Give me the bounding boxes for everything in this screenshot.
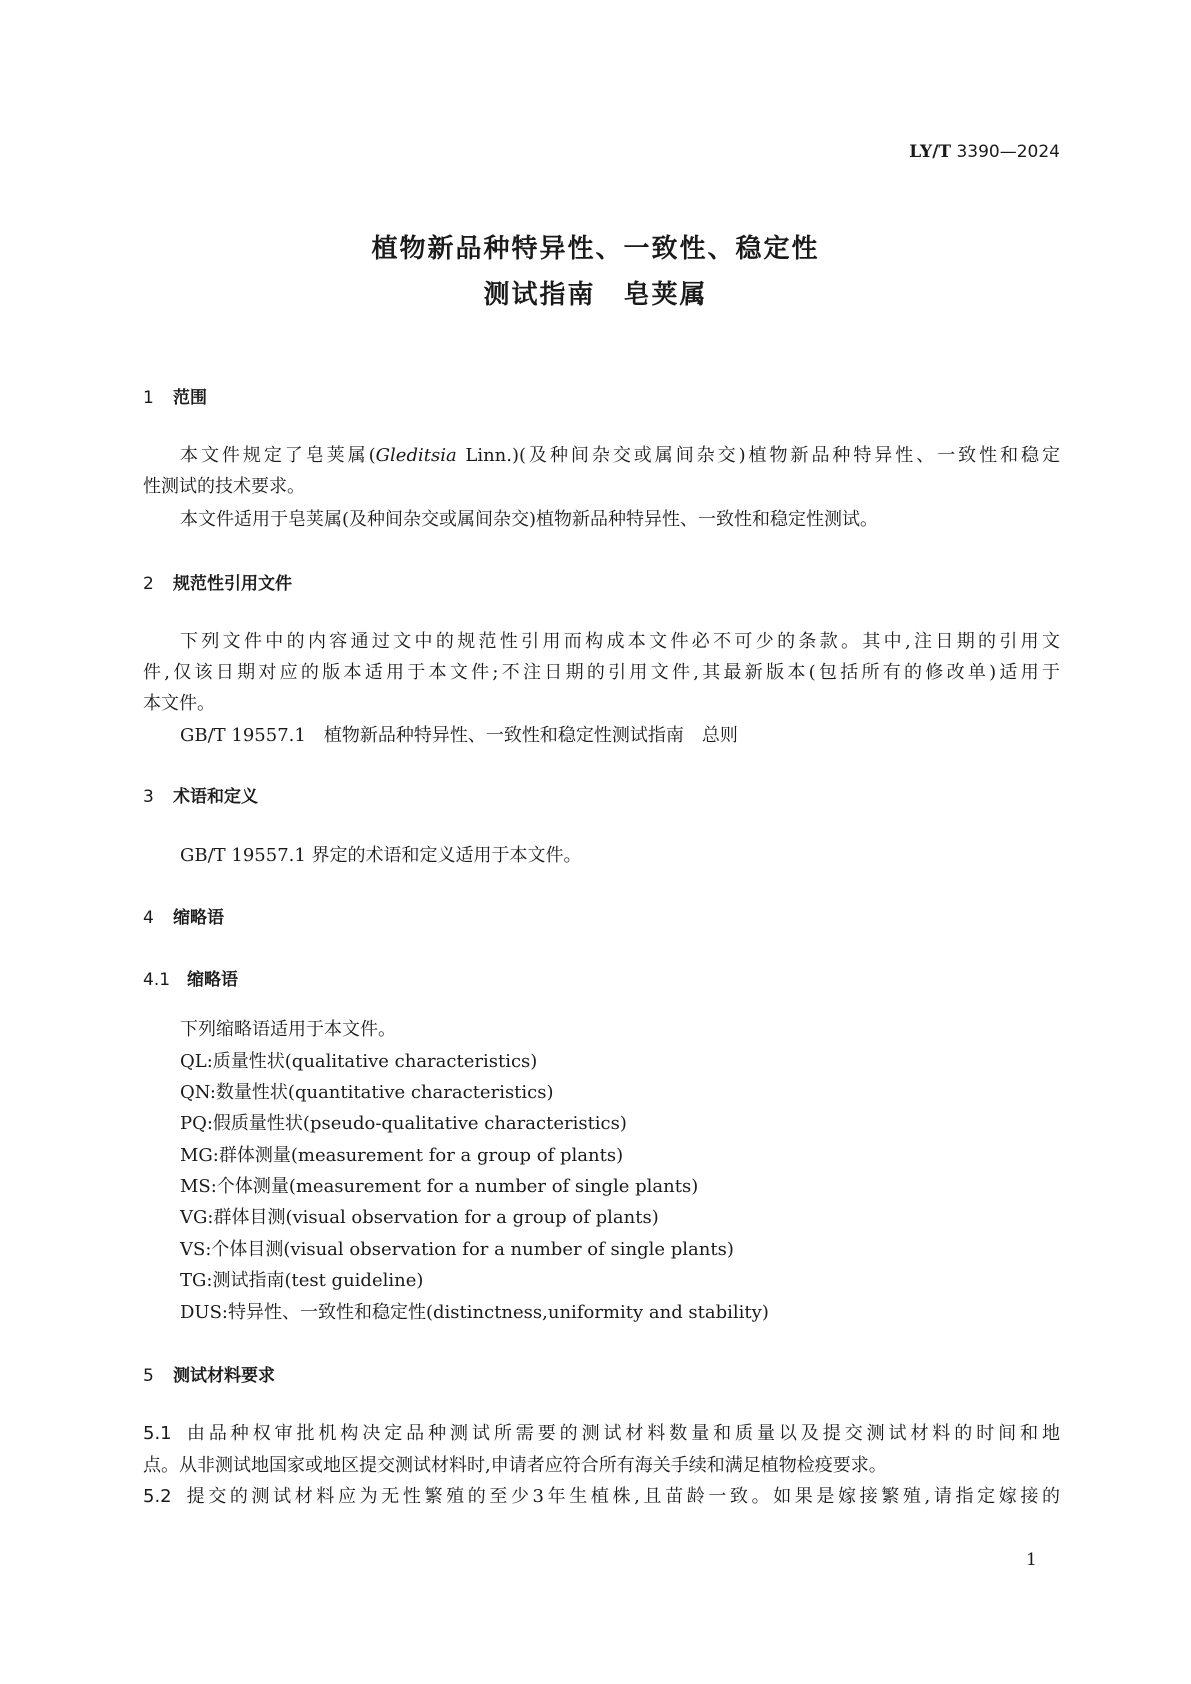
clause-5-1: 5.1 由品种权审批机构决定品种测试所需要的测试材料数量和质量以及提交测试材料的时间和地 (143, 1423, 1060, 1444)
abbrev-item: MS:个体测量(measurement for a number of single plants) (180, 1176, 699, 1197)
scope-paragraph-1: 本文件规定了皂荚属(Gleditsia Linn.)(及种间杂交或属间杂交)植物新品种特异性、一致性和稳定 (180, 445, 1060, 466)
document-title-line1: 植物新品种特异性、一致性、稳定性 (371, 234, 820, 264)
scope-paragraph-1-cont: 性测试的技术要求。 (143, 476, 305, 497)
section-5-heading: 5 测试材料要求 (143, 1366, 275, 1386)
scope-paragraph-2: 本文件适用于皂荚属(及种间杂交或属间杂交)植物新品种特异性、一致性和稳定性测试。 (180, 509, 879, 530)
page-number: 1 (1026, 1550, 1037, 1570)
abbrev-item: QL:质量性状(qualitative characteristics) (180, 1051, 538, 1072)
clause-5-1-cont: 点。从非测试地国家或地区提交测试材料时,申请者应符合所有海关手续和满足植物检疫要求。 (143, 1455, 887, 1476)
reference-item: GB/T 19557.1 植物新品种特异性、一致性和稳定性测试指南 总则 (180, 725, 738, 746)
normative-ref-paragraph-end: 本文件。 (143, 693, 215, 714)
abbrev-item: MG:群体测量(measurement for a group of plants) (180, 1145, 624, 1166)
section-1-heading: 1 范围 (143, 388, 207, 408)
abbrev-item: VS:个体目测(visual observation for a number of single plants) (180, 1239, 734, 1260)
abbrev-item: DUS:特异性、一致性和稳定性(distinctness,uniformity and stability) (180, 1302, 769, 1323)
normative-ref-paragraph-cont: 件,仅该日期对应的版本适用于本文件;不注日期的引用文件,其最新版本(包括所有的修改单)适用于 (143, 662, 1060, 683)
section-2-heading: 2 规范性引用文件 (143, 574, 292, 594)
terms-paragraph: GB/T 19557.1 界定的术语和定义适用于本文件。 (180, 845, 582, 866)
clause-5-2: 5.2 提交的测试材料应为无性繁殖的至少3年生植株,且苗龄一致。如果是嫁接繁殖,请指定嫁接的 (143, 1486, 1060, 1507)
abbrev-item: TG:测试指南(test guideline) (180, 1270, 424, 1291)
section-4-heading: 4 缩略语 (143, 908, 224, 928)
section-3-heading: 3 术语和定义 (143, 787, 258, 807)
standard-number: LY/T 3390—2024 (909, 142, 1060, 162)
normative-ref-paragraph: 下列文件中的内容通过文中的规范性引用而构成本文件必不可少的条款。其中,注日期的引用文 (180, 631, 1060, 652)
document-title-line2: 测试指南 皂荚属 (483, 280, 708, 310)
abbrev-item: PQ:假质量性状(pseudo-qualitative characteristics) (180, 1113, 627, 1134)
section-4-1-heading: 4.1 缩略语 (143, 970, 238, 990)
abbrev-item: QN:数量性状(quantitative characteristics) (180, 1082, 554, 1103)
abbrev-item: VG:群体目测(visual observation for a group of plants) (180, 1207, 659, 1228)
abbrev-intro: 下列缩略语适用于本文件。 (180, 1019, 396, 1040)
